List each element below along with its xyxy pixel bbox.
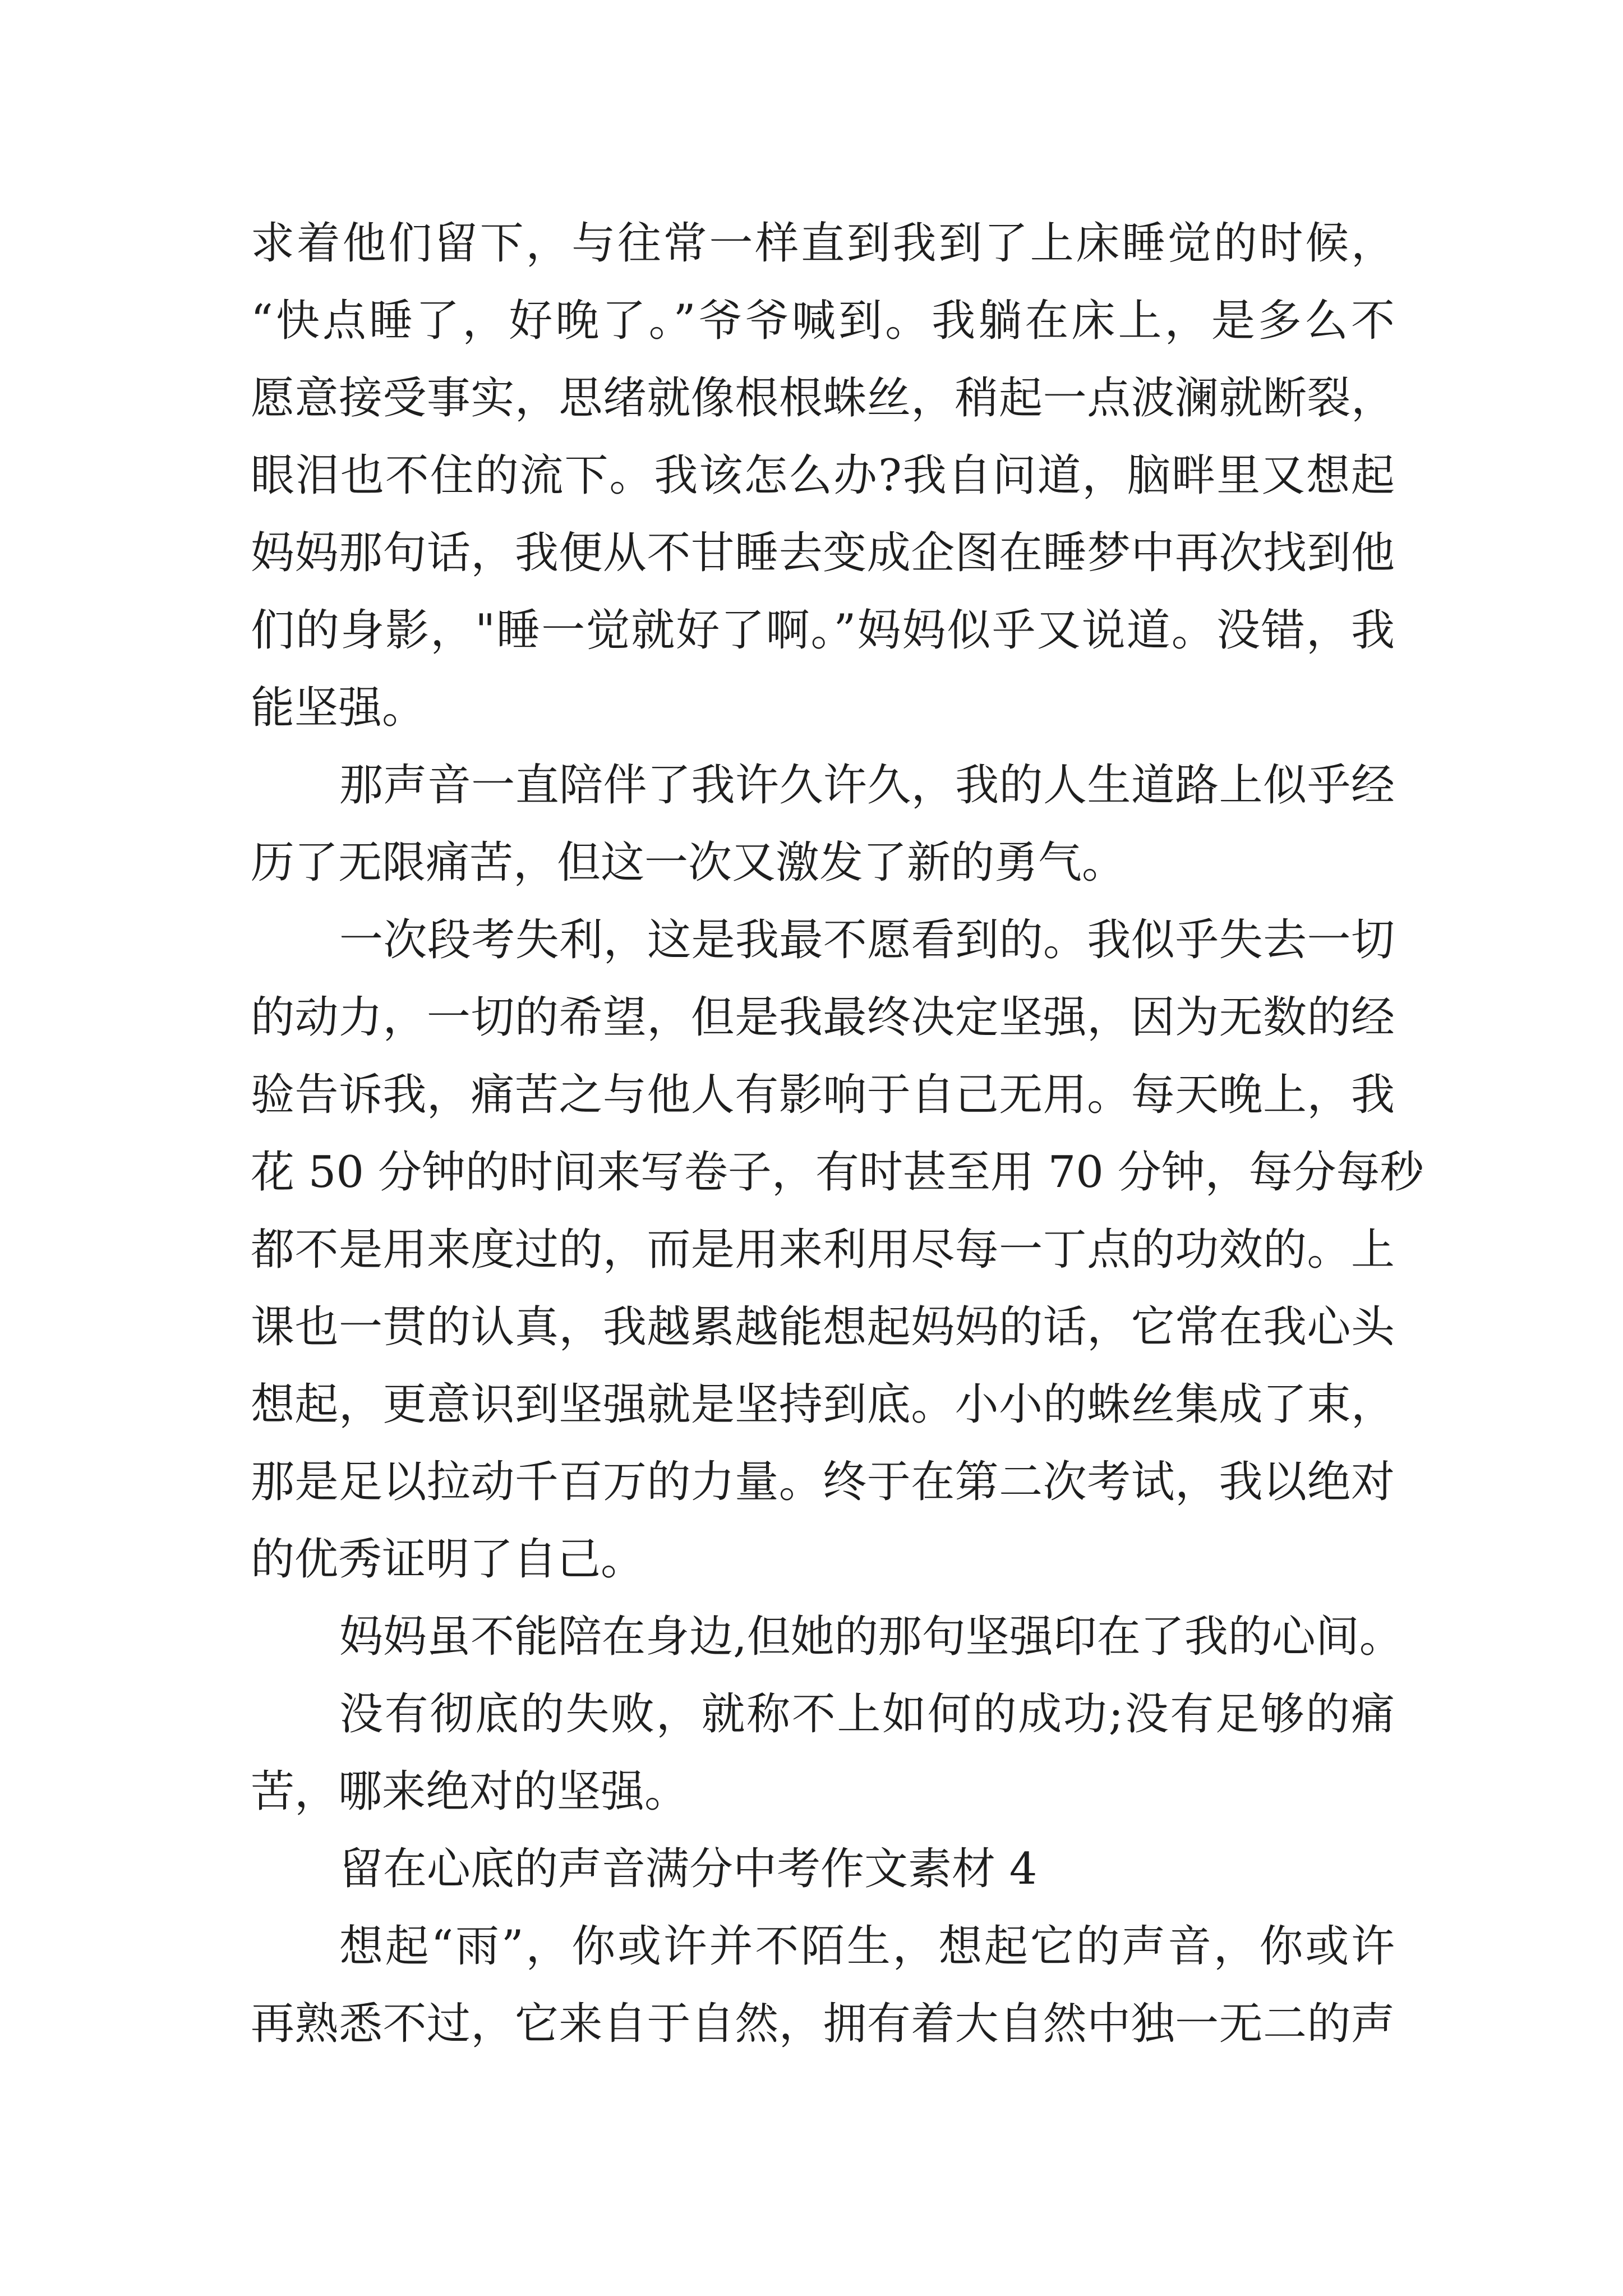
- text-line: 那声音一直陪伴了我许久许久，我的人生道路上似乎经: [339, 760, 1395, 811]
- text-line: 能坚强。: [251, 683, 426, 733]
- text-line: “快点睡了，好晚了。”爷爷喊到。我躺在床上，是多么不: [251, 296, 1395, 346]
- text-line: 妈妈那句话，我便从不甘睡去变成企图在睡梦中再次找到他: [251, 528, 1395, 578]
- text-line: 都不是用来度过的，而是用来利用尽每一丁点的功效的。上: [251, 1225, 1395, 1275]
- heading-text: 留在心底的声音满分中考作文素材 4: [339, 1844, 1038, 1894]
- text-line: 妈妈虽不能陪在身边,但她的那句坚强印在了我的心间。: [339, 1612, 1403, 1662]
- text-line: 历了无限痛苦，但这一次又激发了新的勇气。: [251, 838, 1126, 888]
- text-line: 一次段考失利，这是我最不愿看到的。我似乎失去一切: [339, 915, 1395, 965]
- text-line: 再熟悉不过，它来自于自然，拥有着大自然中独一无二的声: [251, 1999, 1395, 2049]
- text-line: 验告诉我，痛苦之与他人有影响于自己无用。每天晚上，我: [251, 1070, 1395, 1120]
- section-heading: [251, 1830, 1395, 1908]
- text-line: 的优秀证明了自己。: [251, 1534, 645, 1585]
- text-line: 苦，哪来绝对的坚强。: [251, 1766, 689, 1817]
- text-line: 们的身影，"睡一觉就好了啊。”妈妈似乎又说道。没错，我: [251, 605, 1395, 656]
- text-line: 那是足以拉动千百万的力量。终于在第二次考试，我以绝对: [251, 1457, 1395, 1507]
- text-line: 没有彻底的失败，就称不上如何的成功;没有足够的痛: [339, 1689, 1395, 1740]
- paragraph: [251, 1676, 1395, 1830]
- paragraph: [251, 1598, 1403, 1676]
- text-line: 眼泪也不住的流下。我该怎么办?我自问道，脑畔里又想起: [251, 450, 1395, 501]
- document-body: [251, 205, 1424, 2063]
- text-line: 愿意接受事实，思绪就像根根蛛丝，稍起一点波澜就断裂，: [251, 373, 1395, 424]
- text-line: 花 50 分钟的时间来写卷子，有时甚至用 70 分钟，每分每秒: [251, 1147, 1424, 1198]
- text-line: 想起“雨”，你或许并不陌生，想起它的声音，你或许: [339, 1921, 1395, 1972]
- text-line: 求着他们留下，与往常一样直到我到了上床睡觉的时候，: [251, 218, 1395, 269]
- paragraph: [251, 901, 1424, 1598]
- text-line: 课也一贯的认真，我越累越能想起妈妈的话，它常在我心头: [251, 1302, 1395, 1352]
- text-line: 的动力，一切的希望，但是我最终决定坚强，因为无数的经: [251, 992, 1395, 1043]
- paragraph: [251, 1908, 1395, 2063]
- text-line: 想起，更意识到坚强就是坚持到底。小小的蛛丝集成了束，: [251, 1379, 1395, 1430]
- paragraph: [251, 747, 1395, 901]
- paragraph: [251, 205, 1395, 747]
